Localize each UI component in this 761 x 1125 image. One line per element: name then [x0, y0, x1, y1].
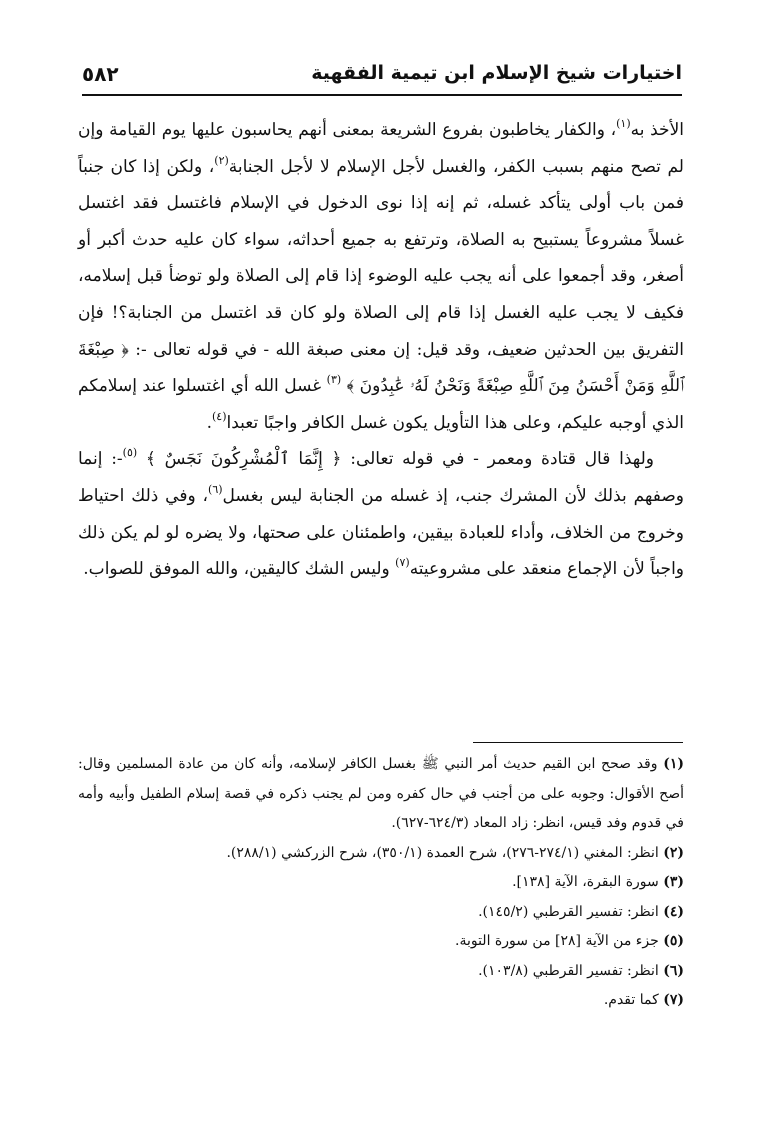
footnote-1 — [78, 750, 684, 839]
text-run: -: إنما وصفهم بذلك لأن المشرك جنب، إذ غسله من الجنابة ليس بغسل — [78, 449, 684, 506]
footnote-ref-3: (٣) — [326, 373, 342, 387]
page-header — [82, 58, 682, 96]
footnote-text: وقد صحح ابن القيم حديث أمر النبي ﷺ بغسل الكافر لإسلامه، وأنه كان من عادة المسلمين وقال: أصح الأقوال: وجوبه على من أجنب في حال كفره ومن لم يجنب ذكره في قصة إسلام الطفيل وأبيه وأمه في قدوم وفد قيس، انظر: زاد المعاد (٦٢٤/٣-٦٢٧). — [78, 756, 684, 831]
footnote-5 — [78, 927, 684, 957]
footnote-ref-5: (٥) — [122, 446, 138, 460]
footnote-ref-7: (٧) — [395, 556, 410, 570]
text-run: غسل الله أي اغتسلوا عند إسلامكم الذي أوجبه عليكم، وعلى هذا التأويل يكون غسل الكافر واجبًا تعبدا — [78, 376, 684, 433]
footnote-text: كما تقدم. — [603, 992, 659, 1008]
footnote-4 — [78, 898, 684, 928]
footnote-text: انظر: تفسير القرطبي (١٤٥/٢). — [478, 903, 659, 920]
paragraph-1 — [78, 112, 684, 441]
footnote-text: انظر: تفسير القرطبي (١٠٣/٨). — [478, 962, 659, 979]
footnote-number: (٦) — [663, 962, 684, 979]
quran-verse: ﴿ صِبْغَةَ ٱللَّهِ وَمَنْ أَحْسَنُ مِنَ ٱللَّهِ صِبْغَةً وَنَحْنُ لَهُۥ عَٰبِدُونَ ﴾ — [78, 339, 684, 397]
page-number: ٥٨٢ — [82, 62, 119, 86]
text-run: وليس الشك كاليقين، والله الموفق للصواب. — [83, 559, 396, 580]
footnote-ref-4: (٤) — [211, 409, 227, 423]
paragraph-2 — [78, 441, 684, 587]
footnote-number: (٢) — [663, 844, 684, 861]
footnote-2 — [78, 839, 684, 869]
text-run: ، وفي ذلك احتياط وخروج من الخلاف، وأداء للعبادة بيقين، واطمئنان على صحتها، ولا يضره لو لم يكن ذلك واجباً لأن الإجماع منعقد على مشروعيته — [78, 485, 684, 580]
footnote-ref-6: (٦) — [208, 482, 223, 496]
footnote-ref-2: (٢) — [214, 153, 229, 167]
footnote-number: (٣) — [663, 874, 684, 890]
footnote-3 — [78, 868, 684, 898]
text-run: ولهذا قال قتادة ومعمر - في قوله تعالى: — [341, 449, 654, 470]
footnotes — [78, 750, 684, 1016]
text-run: . — [206, 412, 212, 433]
footnote-number: (٤) — [663, 903, 684, 920]
footnote-text: انظر: المغني (٢٧٤/١-٢٧٦)، شرح العمدة (٣٥٠/١)، شرح الزركشي (٢٨٨/١). — [226, 844, 659, 861]
running-title: اختيارات شيخ الإسلام ابن تيمية الفقهية — [311, 62, 682, 84]
text-run: ، والكفار يخاطبون بفروع الشريعة بمعنى أنهم يحاسبون عليها يوم القيامة وإن لم تصح منهم بسبب الكفر، والغسل لأجل الإسلام لا لأجل الجنابة — [78, 120, 684, 177]
footnote-text: سورة البقرة، الآية [١٣٨]. — [512, 874, 659, 890]
quran-verse: ﴿ إِنَّمَا ٱلْمُشْرِكُونَ نَجَسٌ ﴾ — [145, 449, 342, 470]
main-text — [78, 112, 684, 588]
footnote-separator — [473, 742, 683, 743]
text-run: ، ولكن إذا كان جنباً فمن باب أولى يتأكد غسله، ثم إنه إذا نوى الدخول في الإسلام فاغتسل فقد اغتسل غسلاً مشروعاً يستبيح به الصلاة، وترتفع به جميع أحداثه، سواء كان عليه حدث أكبر أو أصغر، وقد أجمعوا على أنه يجب عليه الوضوء إذا قام إلى الصلاة ولو توضأ قبل إسلامه، فكيف لا يجب عليه الغسل إذا قام إلى الصلاة ولو كان قد اغتسل من الجنابة؟! فإن التفريق بين الحدثين ضعيف، وقد قيل: إن معنى صبغة الله - في قوله تعالى -: — [78, 156, 684, 360]
footnote-ref-1: (١) — [616, 117, 631, 130]
footnote-number: (١) — [663, 756, 684, 772]
footnote-text: جزء من الآية [٢٨] من سورة التوبة. — [455, 933, 659, 949]
footnote-number: (٧) — [663, 992, 684, 1008]
footnote-6 — [78, 957, 684, 987]
text-run: الأخذ به — [630, 120, 684, 140]
footnote-7 — [78, 986, 684, 1016]
footnote-number: (٥) — [663, 933, 684, 949]
